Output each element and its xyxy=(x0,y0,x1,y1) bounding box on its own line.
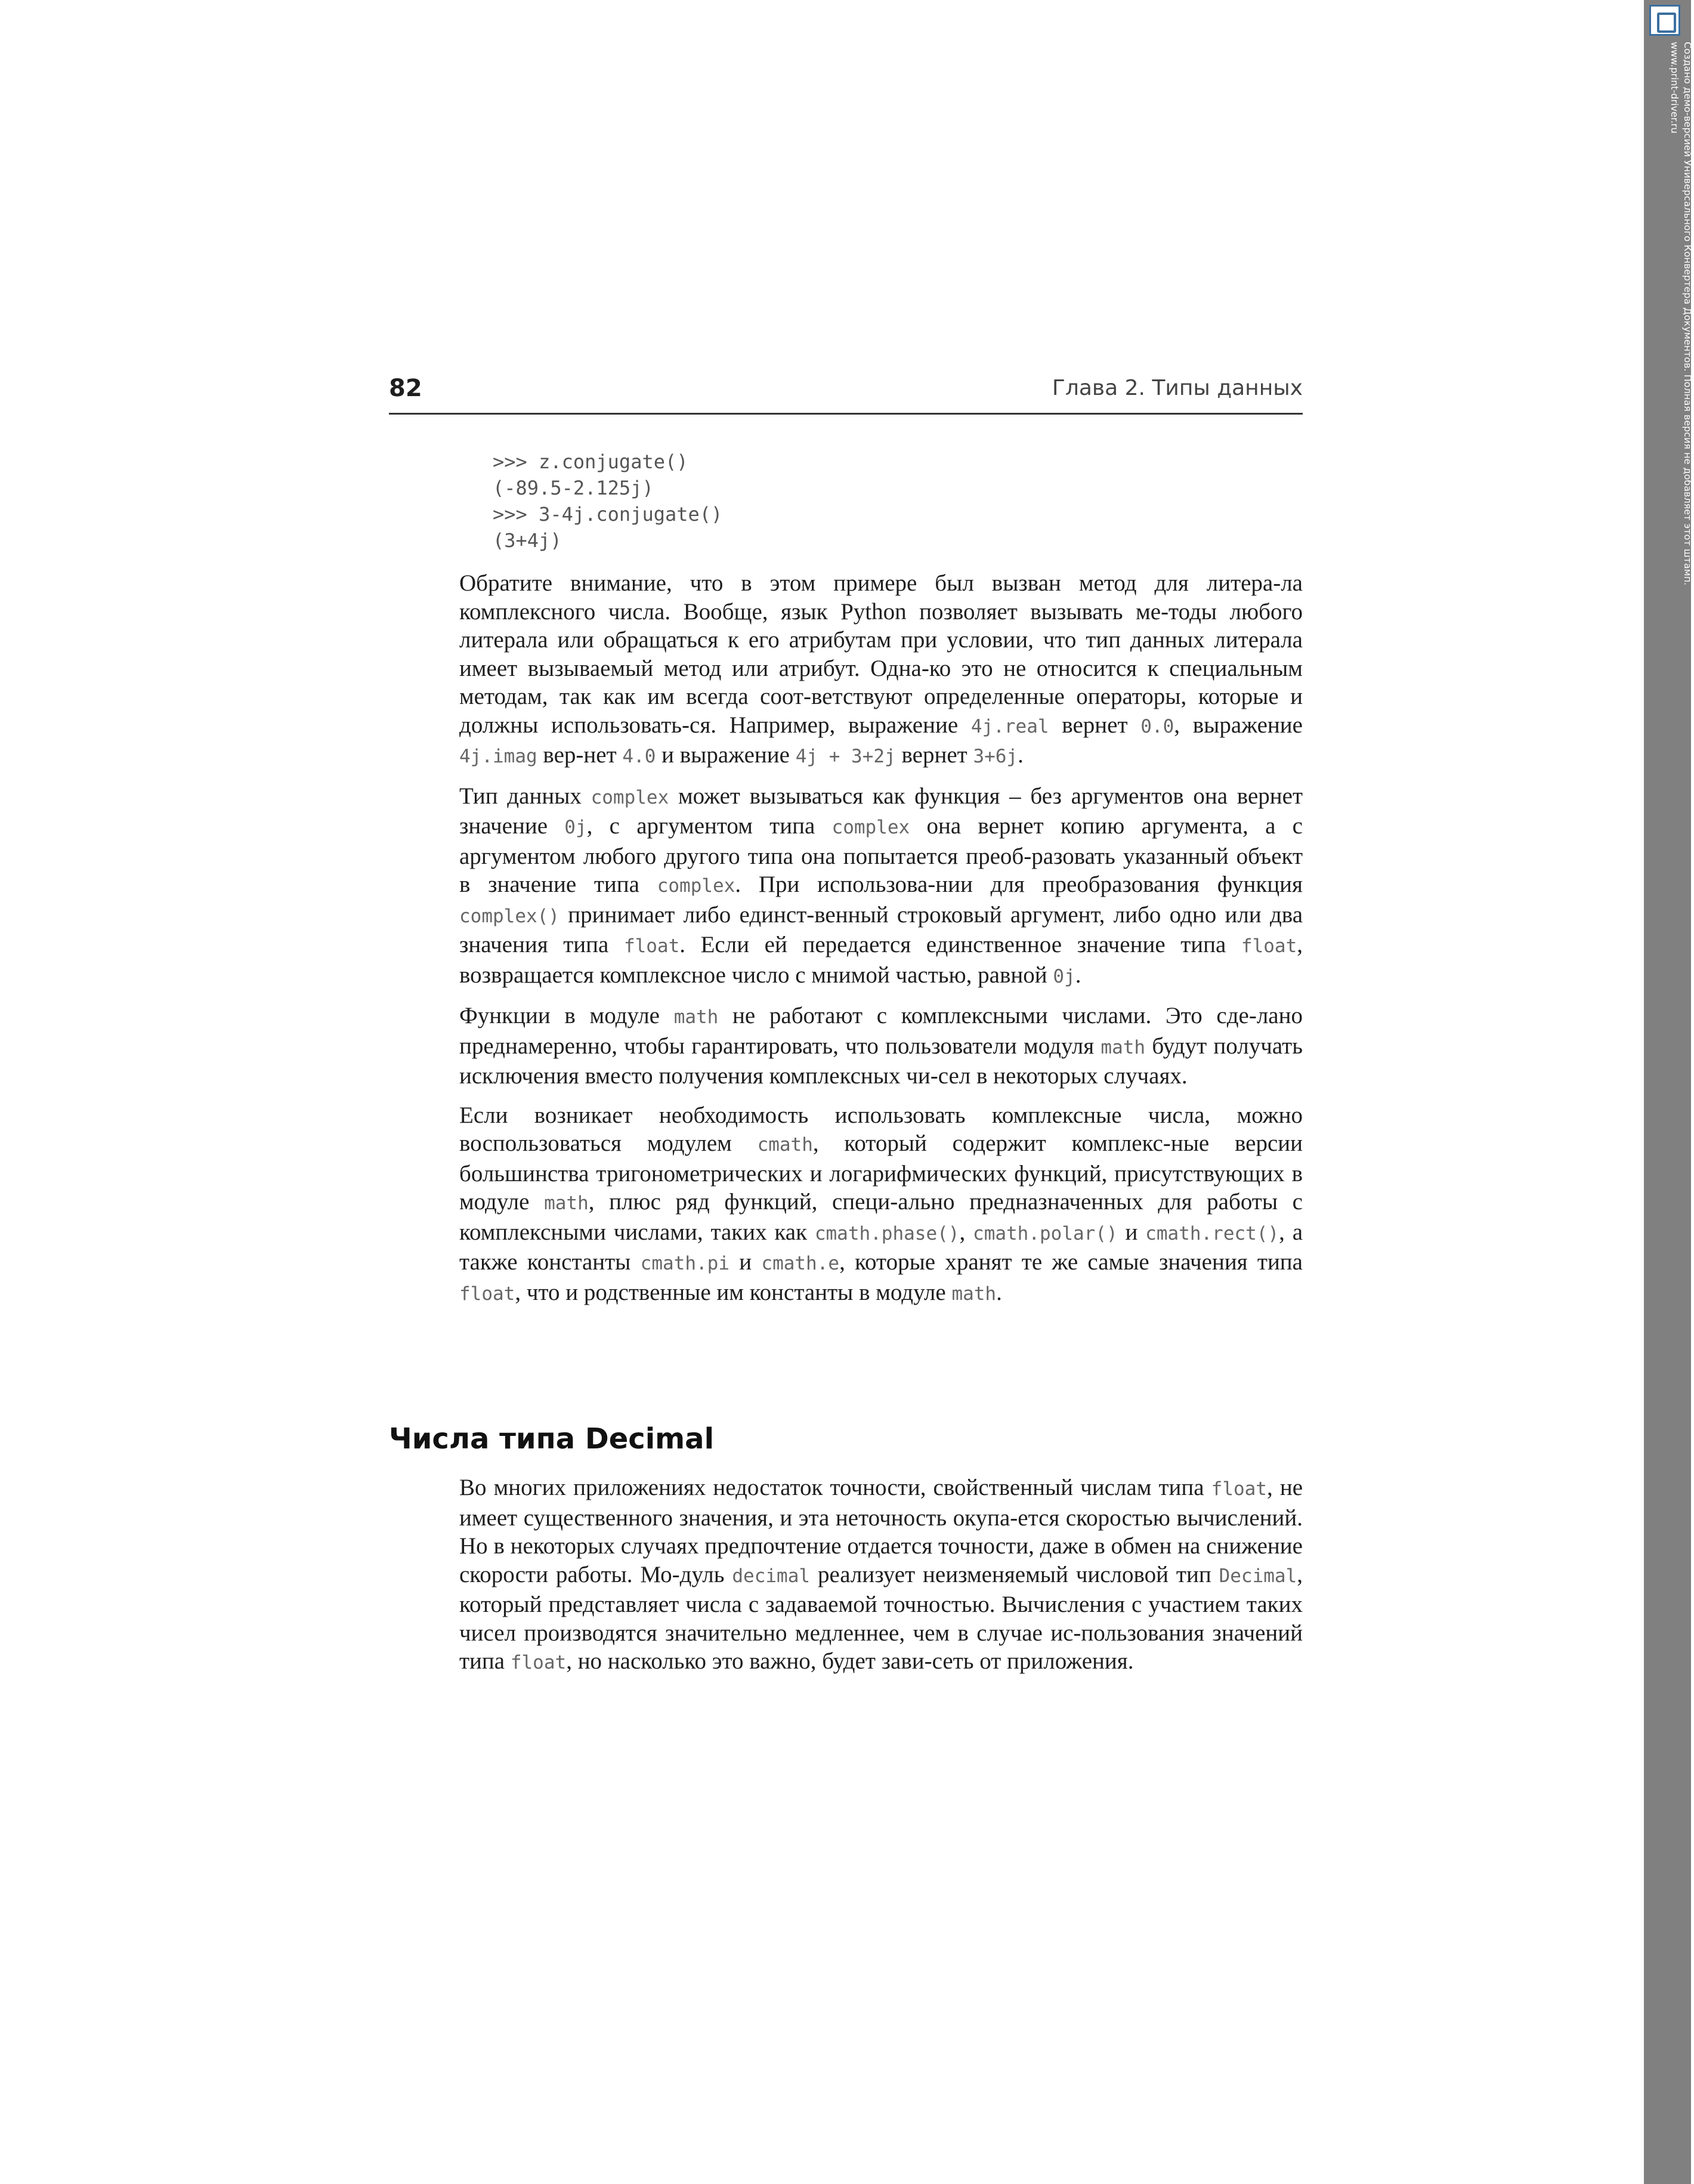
inline-code: 4j.imag xyxy=(459,746,537,767)
text-run: . xyxy=(1018,742,1024,768)
inline-code: complex() xyxy=(459,905,559,927)
text-run: , не имеет существенного значения, и эта неточность окупа-ется скоростью вычислений. Но в некоторых случаях предпочтение отдается точности, даже в обмен на снижение скорости работы. Мо-дуль xyxy=(459,1475,1303,1587)
text-run: вер-нет xyxy=(537,742,623,768)
text-run: может вызываться как функция – без аргументов она вернет значение xyxy=(459,783,1303,839)
inline-code: math xyxy=(673,1006,719,1028)
text-run: и выражение xyxy=(656,742,796,768)
text-run: . xyxy=(1075,962,1081,988)
page-number: 82 xyxy=(389,375,422,402)
text-run: Обратите внимание, что в этом примере был вызван метод для литера-ла комплексного числа. Вообще, язык Python позволяет вызывать ме-тоды любого литерала или обращаться к его атрибутам при условии, что тип данных литерала имеет вызываемый метод или атрибут. Одна-ко это не относится к специальным методам, так как им всегда соот-ветствуют определенные операторы, которые и должны использовать-ся. Например, выражение xyxy=(459,570,1303,738)
text-run: реализует неизменяемый числовой тип xyxy=(810,1561,1219,1587)
text-run: . xyxy=(996,1279,1002,1305)
inline-code: 3+6j xyxy=(973,746,1018,767)
code-line: >>> z.conjugate() xyxy=(493,450,688,473)
inline-code: cmath.rect() xyxy=(1145,1222,1279,1244)
inline-code: complex xyxy=(657,875,735,897)
main-text xyxy=(459,569,1303,1319)
text-run: , с аргументом типа xyxy=(586,813,832,839)
text-run: . Если ей передается единственное значение типа xyxy=(679,932,1241,957)
text-run: , возвращается комплексное число с мнимой частью, равной xyxy=(459,932,1303,988)
text-run: , плюс ряд функций, специ-ально предназначенных для работы с комплексными числами, таких как xyxy=(459,1189,1303,1245)
inline-code: math xyxy=(544,1193,589,1214)
inline-code: float xyxy=(623,935,680,957)
text-run: она вернет копию аргумента, а с аргументом любого другого типа она попытается преоб-разовать указанный объект в значение типа xyxy=(459,813,1303,897)
inline-code: math xyxy=(951,1283,997,1305)
inline-code: 4.0 xyxy=(622,746,656,767)
inline-code: 4j + 3+2j xyxy=(795,746,896,767)
text-run: , а также константы xyxy=(459,1219,1303,1275)
paragraph xyxy=(459,1002,1303,1091)
section-heading: Числа типа Decimal xyxy=(389,1422,715,1456)
inline-code: cmath.polar() xyxy=(973,1222,1118,1244)
paragraph xyxy=(459,569,1303,771)
converter-logo-icon xyxy=(1649,5,1680,36)
inline-code: 0j xyxy=(1053,965,1075,987)
text-run: , выражение xyxy=(1174,712,1303,738)
watermark-line: Создано демо-версией Универсального Конвертера Документов. Полная версия не добавляет этот штамп. xyxy=(1682,42,1693,586)
text-run: , но насколько это важно, будет зави-сеть от приложения. xyxy=(566,1648,1134,1674)
text-run: вернет xyxy=(895,742,973,768)
page-header xyxy=(389,373,1303,415)
inline-code: cmath.phase() xyxy=(814,1222,960,1244)
inline-code: Decimal xyxy=(1219,1565,1297,1587)
inline-code: cmath.e xyxy=(761,1253,840,1274)
inline-code: complex xyxy=(831,817,910,838)
text-run: Во многих приложениях недостаток точности, свойственный числам типа xyxy=(459,1475,1211,1500)
text-run: принимает либо единст-венный строковый аргумент, либо одно или два значения типа xyxy=(459,901,1303,957)
text-run: вернет xyxy=(1049,712,1141,738)
inline-code: decimal xyxy=(732,1565,811,1587)
paragraph xyxy=(459,1473,1303,1678)
watermark-url: www.print-driver.ru xyxy=(1669,42,1680,134)
inline-code: complex xyxy=(591,786,669,808)
text-run: и xyxy=(1117,1219,1146,1245)
text-run: . При использова-нии для преобразования функция xyxy=(735,872,1303,897)
text-run: Функции в модуле xyxy=(459,1003,674,1028)
inline-code: float xyxy=(1211,1478,1267,1500)
inline-code: float xyxy=(1241,935,1297,957)
running-chapter-title: Глава 2. Типы данных xyxy=(1052,376,1303,400)
text-run: Если возникает необходимость использовать комплексные числа, можно воспользоваться модулем xyxy=(459,1102,1303,1156)
inline-code: 0.0 xyxy=(1140,715,1174,737)
inline-code: float xyxy=(510,1652,567,1673)
text-run: Тип данных xyxy=(459,783,591,809)
inline-code: cmath xyxy=(757,1134,813,1156)
inline-code: cmath.pi xyxy=(640,1253,729,1274)
text-run: не работают с комплексными числами. Это сде-лано преднамеренно, чтобы гарантировать, что пользователи модуля xyxy=(459,1003,1303,1059)
watermark-text xyxy=(1668,42,1694,585)
text-run: , что и родственные им константы в модуле xyxy=(515,1279,952,1305)
inline-code: 4j.real xyxy=(970,715,1049,737)
inline-code: 0j xyxy=(564,817,587,838)
text-run: и xyxy=(729,1249,762,1275)
text-run: , которые хранят те же самые значения типа xyxy=(839,1249,1303,1275)
text-run: , который представляет числа с задаваемой точностью. Вычисления с участием таких чисел производятся значительно медленнее, чем в случае ис-пользования значений типа xyxy=(459,1561,1303,1674)
code-line: (-89.5-2.125j) xyxy=(493,477,654,499)
inline-code: float xyxy=(459,1283,515,1305)
text-run: будут получать исключения вместо получения комплексных чи-сел в некоторых случаях. xyxy=(459,1033,1303,1089)
code-example xyxy=(493,449,722,554)
section-text xyxy=(459,1473,1303,1688)
text-run: , xyxy=(959,1219,973,1245)
text-run: , который содержит комплекс-ные версии большинства тригонометрических и логарифмических функций, присутствующих в модуле xyxy=(459,1130,1303,1215)
inline-code: math xyxy=(1101,1036,1146,1058)
paragraph xyxy=(459,782,1303,991)
code-line: (3+4j) xyxy=(493,529,562,552)
paragraph xyxy=(459,1101,1303,1309)
code-line: >>> 3-4j.conjugate() xyxy=(493,503,723,526)
demo-watermark-strip xyxy=(1644,0,1691,2184)
